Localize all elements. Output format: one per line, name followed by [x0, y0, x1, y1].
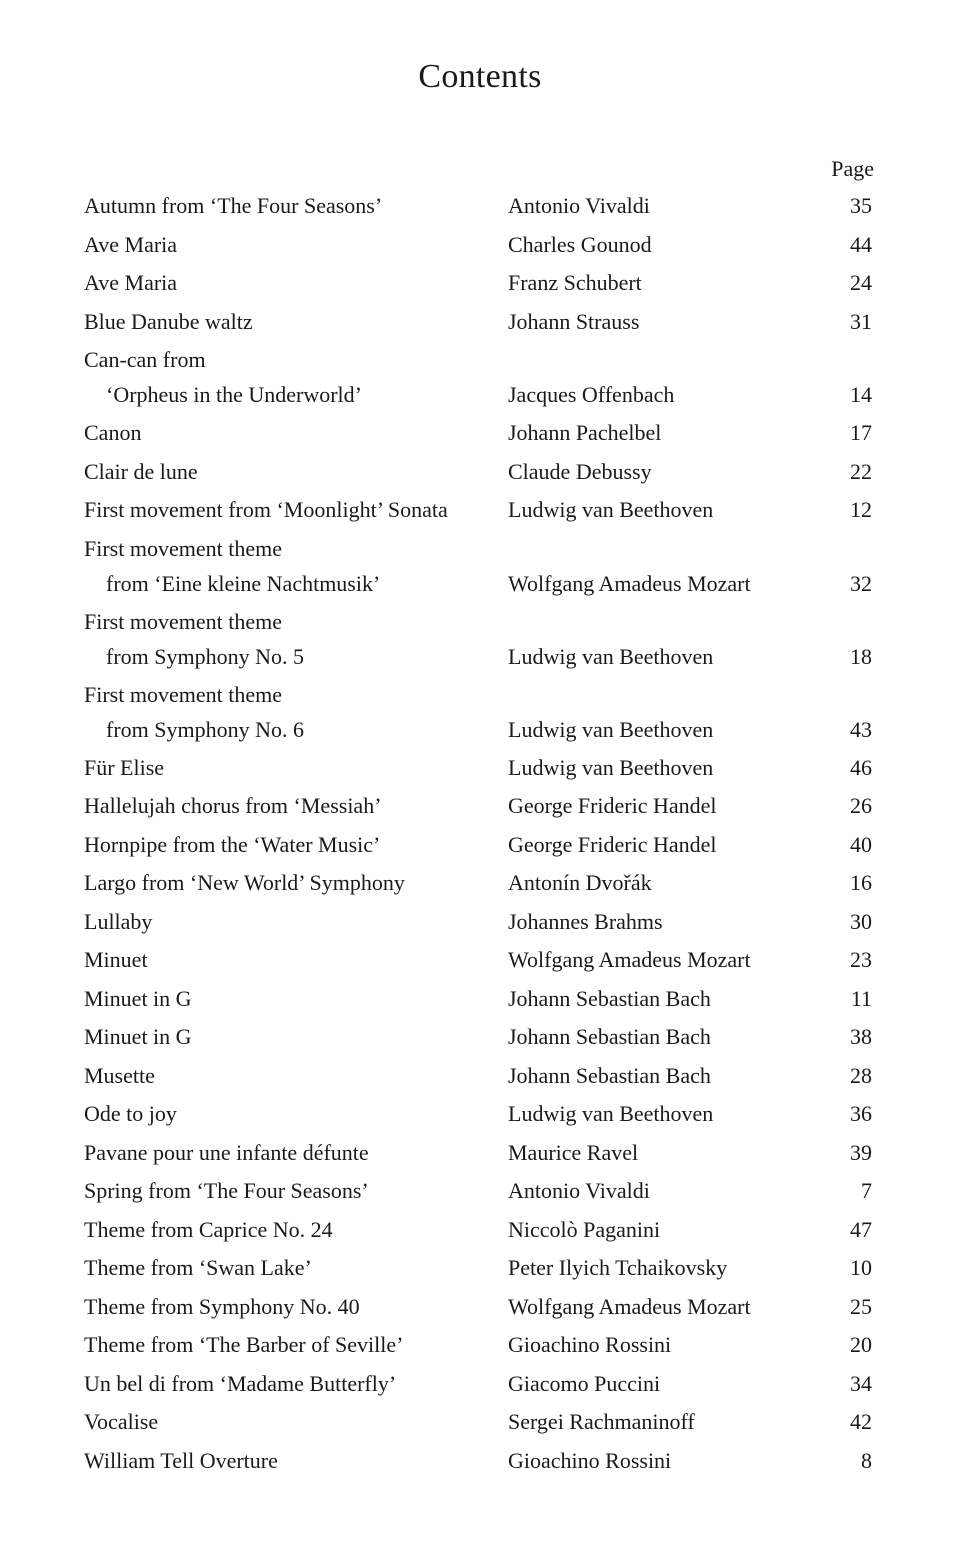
entry-title: Lullaby [84, 908, 153, 934]
entry-page-number: 11 [850, 985, 872, 1011]
contents-entry [0, 343, 960, 416]
contents-entry [0, 455, 960, 494]
page-title: Contents [418, 58, 542, 95]
contents-entry [0, 416, 960, 455]
entry-title: William Tell Overture [84, 1447, 278, 1473]
contents-entry [0, 228, 960, 267]
page-column-header: Page [831, 156, 874, 181]
contents-entry [0, 828, 960, 867]
contents-entry [0, 751, 960, 790]
entry-title: Autumn from ‘The Four Seasons’ [84, 193, 383, 218]
entry-composer: Johann Strauss [508, 308, 640, 334]
entry-title: Clair de lune [84, 458, 198, 484]
entry-title: Theme from Caprice No. 24 [84, 1216, 333, 1242]
entry-page-number: 28 [850, 1062, 872, 1088]
entry-composer: Johann Sebastian Bach [508, 1062, 711, 1088]
entry-title: Ode to joy [84, 1101, 177, 1126]
entry-composer: Ludwig van Beethoven [508, 643, 714, 669]
entry-composer: Wolfgang Amadeus Mozart [508, 570, 751, 596]
entry-title: Blue Danube waltz [84, 308, 253, 334]
contents-entry [0, 1444, 960, 1483]
entry-composer: Charles Gounod [508, 231, 652, 257]
entry-page-number: 40 [850, 831, 872, 857]
entry-title-continued: from ‘Eine kleine Nachtmusik’ [106, 570, 381, 596]
entry-composer: Wolfgang Amadeus Mozart [508, 947, 751, 972]
contents-entry [0, 982, 960, 1021]
entry-page-number: 46 [850, 754, 872, 780]
entry-title: Minuet [84, 947, 148, 972]
entry-page-number: 7 [861, 1178, 872, 1203]
entry-page-number: 12 [850, 497, 872, 522]
entry-composer: Claude Debussy [508, 458, 652, 484]
entry-title: Minuet in G [84, 1024, 192, 1049]
entry-title: Theme from ‘Swan Lake’ [84, 1255, 312, 1280]
entry-page-number: 24 [850, 270, 872, 295]
entry-composer: Giacomo Puccini [508, 1370, 661, 1396]
entry-composer: Johann Sebastian Bach [508, 1024, 711, 1049]
contents-entry [0, 866, 960, 905]
contents-entry [0, 305, 960, 344]
entry-page-number: 34 [850, 1370, 872, 1396]
entry-composer: Ludwig van Beethoven [508, 754, 714, 780]
contents-entry [0, 1174, 960, 1213]
entry-title: Ave Maria [84, 231, 178, 257]
entry-composer: Peter Ilyich Tchaikovsky [508, 1255, 728, 1280]
entry-page-number: 8 [861, 1447, 872, 1473]
contents-entry [0, 1059, 960, 1098]
entry-page-number: 47 [850, 1216, 872, 1242]
entry-composer: Antonio Vivaldi [508, 1178, 650, 1203]
entry-composer: Jacques Offenbach [508, 382, 675, 407]
entry-page-number: 20 [850, 1332, 872, 1357]
entry-title: Spring from ‘The Four Seasons’ [84, 1178, 369, 1203]
entry-title-continued: ‘Orpheus in the Underworld’ [106, 382, 362, 407]
entry-page-number: 39 [850, 1139, 872, 1165]
contents-entry [0, 678, 960, 751]
contents-entry [0, 1097, 960, 1136]
entry-page-number: 25 [850, 1293, 872, 1319]
entry-composer: Johannes Brahms [508, 908, 663, 934]
contents-entry [0, 189, 960, 228]
entry-page-number: 38 [850, 1024, 872, 1049]
entry-composer: Antonio Vivaldi [508, 193, 650, 218]
entry-page-number: 14 [850, 382, 872, 407]
entry-title-continued: from Symphony No. 6 [106, 716, 304, 742]
contents-entry [0, 1328, 960, 1367]
entry-page-number: 36 [850, 1101, 872, 1126]
entry-title: Für Elise [84, 754, 165, 780]
contents-entry [0, 1405, 960, 1444]
entry-title: First movement theme [84, 535, 282, 561]
entry-composer: Sergei Rachmaninoff [508, 1409, 695, 1434]
entry-title: First movement theme [84, 608, 282, 634]
contents-entry [0, 905, 960, 944]
entry-composer: Ludwig van Beethoven [508, 1101, 714, 1126]
contents-entry [0, 1136, 960, 1175]
entry-page-number: 26 [850, 793, 872, 818]
entry-page-number: 16 [850, 870, 872, 895]
contents-entry [0, 493, 960, 532]
entry-page-number: 44 [850, 231, 872, 257]
entry-page-number: 31 [850, 308, 872, 334]
entry-title-continued: from Symphony No. 5 [106, 643, 304, 669]
entry-composer: Gioachino Rossini [508, 1332, 672, 1357]
entry-composer: Ludwig van Beethoven [508, 497, 714, 522]
entry-composer: George Frideric Handel [508, 793, 717, 818]
entry-composer: George Frideric Handel [508, 831, 717, 857]
entry-composer: Ludwig van Beethoven [508, 716, 714, 742]
contents-entry [0, 1020, 960, 1059]
entry-title: Hallelujah chorus from ‘Messiah’ [84, 793, 382, 818]
entry-page-number: 10 [850, 1255, 872, 1280]
entry-page-number: 17 [850, 420, 872, 445]
entry-title: Hornpipe from the ‘Water Music’ [84, 831, 381, 857]
entry-title: Canon [84, 420, 142, 445]
entry-composer: Niccolò Paganini [508, 1216, 661, 1242]
entry-title: Theme from Symphony No. 40 [84, 1293, 360, 1319]
contents-list [0, 189, 960, 1482]
contents-entry [0, 532, 960, 605]
entry-title: Largo from ‘New World’ Symphony [84, 870, 405, 895]
entry-title: Un bel di from ‘Madame Butterfly’ [84, 1370, 397, 1396]
entry-page-number: 35 [850, 193, 872, 218]
contents-entry [0, 1213, 960, 1252]
entry-page-number: 30 [850, 908, 872, 934]
contents-entry [0, 789, 960, 828]
entry-composer: Johann Pachelbel [508, 420, 662, 445]
entry-page-number: 42 [850, 1409, 872, 1434]
entry-title: Vocalise [84, 1409, 159, 1434]
contents-entry [0, 1251, 960, 1290]
entry-page-number: 23 [850, 947, 872, 972]
contents-entry [0, 943, 960, 982]
entry-title: Pavane pour une infante défunte [84, 1139, 369, 1165]
contents-entry [0, 1367, 960, 1406]
entry-title: Theme from ‘The Barber of Seville’ [84, 1332, 404, 1357]
entry-title: Ave Maria [84, 270, 178, 295]
entry-page-number: 22 [850, 458, 872, 484]
entry-title: Minuet in G [84, 985, 192, 1011]
entry-page-number: 43 [850, 716, 872, 742]
contents-entry [0, 266, 960, 305]
contents-entry [0, 1290, 960, 1329]
entry-page-number: 32 [850, 570, 872, 596]
entry-title: Musette [84, 1062, 155, 1088]
entry-composer: Johann Sebastian Bach [508, 985, 711, 1011]
entry-title: Can-can from [84, 347, 206, 372]
entry-composer: Gioachino Rossini [508, 1447, 672, 1473]
entry-page-number: 18 [850, 643, 872, 669]
entry-composer: Wolfgang Amadeus Mozart [508, 1293, 751, 1319]
entry-composer: Antonín Dvořák [508, 870, 652, 895]
contents-entry [0, 605, 960, 678]
entry-title: First movement theme [84, 681, 282, 707]
entry-title: First movement from ‘Moonlight’ Sonata [84, 497, 448, 522]
entry-composer: Franz Schubert [508, 270, 642, 295]
entry-composer: Maurice Ravel [508, 1139, 639, 1165]
